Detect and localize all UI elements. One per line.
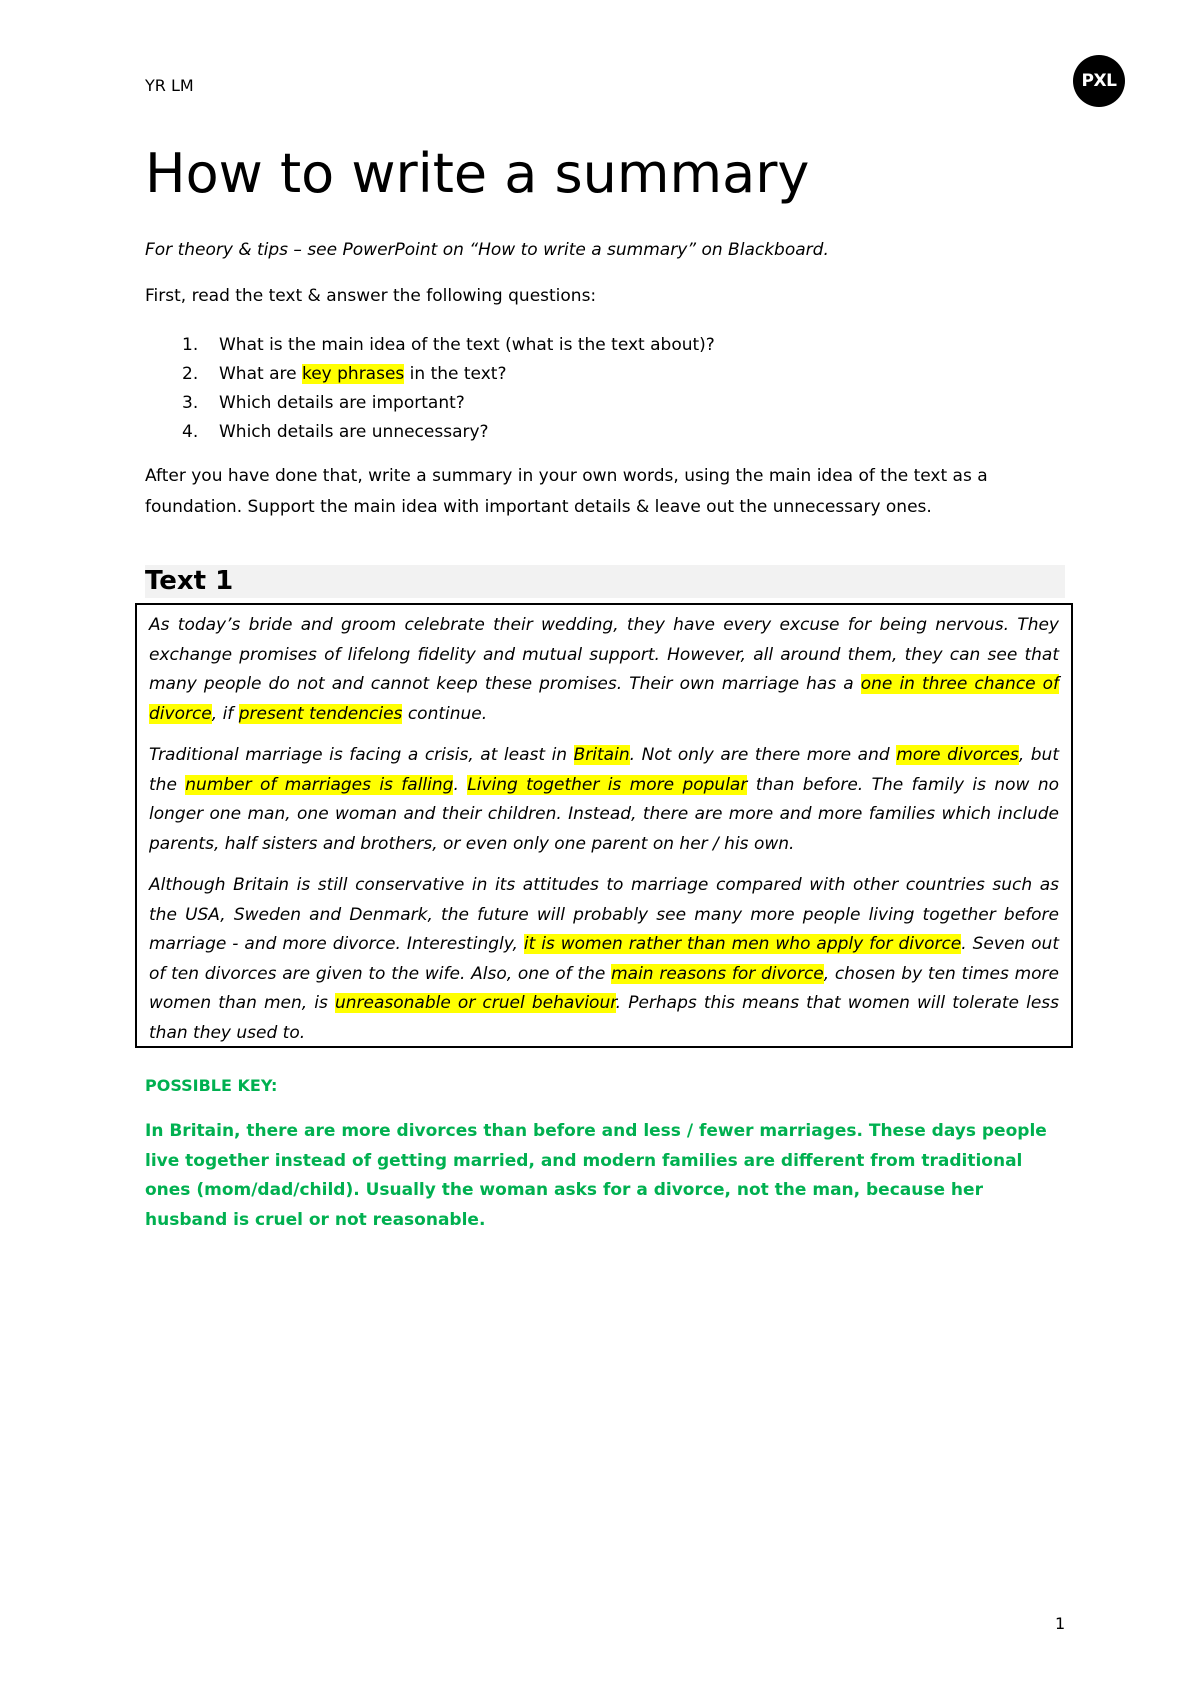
highlighted-phrase: unreasonable or cruel behaviour xyxy=(334,993,616,1013)
question-segment: in the text? xyxy=(404,364,507,384)
section-heading-band xyxy=(145,565,1065,598)
question-number: 1. xyxy=(182,335,199,355)
text-paragraph-2 xyxy=(149,741,1059,859)
text-segment: , but the xyxy=(149,745,1059,795)
question-text xyxy=(219,331,715,360)
question-text xyxy=(219,418,489,447)
text-segment: . Seven out of ten divorces are given to the wife. Also, one of the xyxy=(149,934,1059,984)
question-segment: What are xyxy=(219,364,302,384)
reading-text-box xyxy=(135,603,1073,1048)
text-segment: As today’s bride and groom celebrate their wedding, they have every excuse for being nervous. They exchange promises of lifelong fidelity and mutual support. However, all around them, they can see that many people do not and cannot keep these promises. Their own marriage has a xyxy=(149,615,1059,694)
text-segment: , if xyxy=(211,703,239,724)
question-item xyxy=(145,360,715,389)
intro-note: For theory & tips – see PowerPoint on “How to write a summary” on Blackboard. xyxy=(145,240,829,260)
text-segment: . xyxy=(453,774,468,795)
page-number: 1 xyxy=(1055,1614,1066,1633)
highlighted-phrase: it is women rather than men who apply for divorce xyxy=(523,934,962,954)
highlighted-phrase: present tendencies xyxy=(238,703,403,724)
section-title: Text 1 xyxy=(145,566,234,596)
text-segment: Traditional marriage is facing a crisis, at least in xyxy=(149,745,574,765)
question-item xyxy=(145,389,715,418)
text-segment: continue. xyxy=(402,703,488,724)
instructions-lead: First, read the text & answer the following questions: xyxy=(145,286,597,306)
question-item xyxy=(145,418,715,447)
page-title: How to write a summary xyxy=(145,142,810,205)
highlighted-phrase: Living together is more popular xyxy=(467,774,748,795)
text-paragraph-1 xyxy=(149,611,1059,729)
text-paragraph-3 xyxy=(149,871,1059,1048)
highlighted-phrase: Britain xyxy=(573,745,630,765)
question-item xyxy=(145,331,715,360)
possible-key-text: In Britain, there are more divorces than before and less / fewer marriages. These days people live together instead of getting married, and modern families are different from traditional ones (mom/dad/child). Usually the woman asks for a divorce, not the man, because her husband is cruel or not reasonable. xyxy=(145,1121,1047,1230)
question-segment: Which details are important? xyxy=(219,393,465,413)
highlighted-phrase: main reasons for divorce xyxy=(611,963,824,984)
text-segment: . Not only are there more and xyxy=(629,745,897,765)
text-segment: Although Britain is still conservative in its attitudes to marriage compared with other countries such as the USA, Sweden and Denmark, the future will probably see many more people living together before marriage - and more divorce. Interestingly, xyxy=(149,875,1059,954)
document-header-code: YR LM xyxy=(145,76,194,95)
pxl-logo: PXL xyxy=(1073,55,1125,107)
text-segment: . Perhaps this means that women will tolerate less than they used to. xyxy=(149,993,1059,1043)
summary-instructions: After you have done that, write a summary in your own words, using the main idea of the text as a foundation. Support the main idea with important details & leave out the unnecessary ones. xyxy=(145,466,988,517)
highlighted-phrase: more divorces xyxy=(896,745,1019,765)
highlighted-phrase: one in three chance of divorce xyxy=(149,674,1059,724)
question-segment: What is the main idea of the text (what is the text about)? xyxy=(219,335,715,355)
question-number: 3. xyxy=(182,393,199,413)
question-number: 4. xyxy=(182,422,199,442)
question-segment: Which details are unnecessary? xyxy=(219,422,489,442)
question-text xyxy=(219,389,465,418)
key-phrase-highlight: key phrases xyxy=(301,364,405,384)
text-segment: than before. The family is now no longer one man, one woman and their children. Instead, there are more and more families which include parents, half sisters and brothers, or even only one parent on her / his own. xyxy=(149,774,1059,854)
text-segment: , chosen by ten times more women than men, is xyxy=(149,963,1059,1013)
possible-key-heading: POSSIBLE KEY: xyxy=(145,1076,278,1095)
highlighted-phrase: number of marriages is falling xyxy=(185,774,454,795)
question-number: 2. xyxy=(182,364,199,384)
question-list xyxy=(145,331,715,447)
question-text xyxy=(219,360,506,389)
